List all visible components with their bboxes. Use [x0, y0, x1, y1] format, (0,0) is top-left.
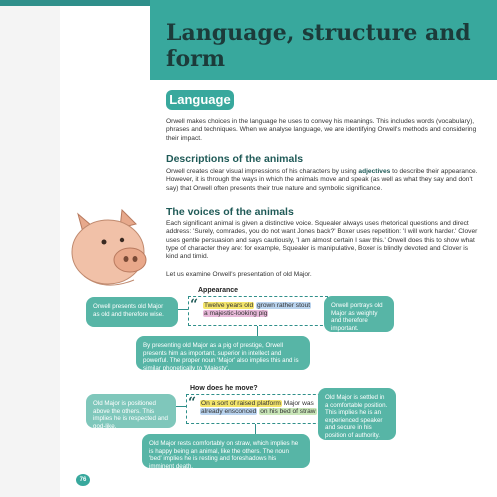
examine-line: Let us examine Orwell's presentation of old Major.: [166, 271, 312, 278]
page-gutter: [0, 0, 60, 497]
descriptions-paragraph: [166, 168, 481, 193]
movement-quote-mark: “: [188, 395, 197, 411]
page-title: Language, structure and form: [166, 20, 471, 72]
appearance-bottom-note: By presenting old Major as a pig of prestige, Orwell presents him as important, superior in intellect and powerful. The proper noun 'Major' also implies this and is similar phonetically to 'Majesty'.: [136, 336, 310, 370]
intro-paragraph: Orwell makes choices in the language he uses to convey his meanings. This includes words (vocabulary), phrases and techniques. When we analyse language, we are identifying Orwell's methods and considering their impact.: [166, 118, 477, 142]
voices-heading: The voices of the animals: [166, 206, 294, 218]
appearance-right-note: Orwell portrays old Major as weighty and therefore important.: [324, 296, 394, 332]
quote-raised-platform: On a sort of raised platform: [201, 400, 281, 407]
voices-paragraph: Each significant animal is given a distinctive voice. Squealer always uses rhetorical questions and direct address: 'Surely, comrades, you do not want Jones back?' Boxer uses repetition: 'I will work harder.' Clover uses gentle persuasion and says cautiously, 'I am almost certain I saw this.' Orwell does this to show what type of character they are: for example, Squealer is manipulative, Boxer is blindly devoted and Clover is kind and timid.: [166, 220, 478, 261]
page-number: 76: [76, 474, 90, 486]
connector: [255, 424, 256, 434]
descriptions-heading: Descriptions of the animals: [166, 153, 304, 165]
quote-bed-of-straw: on his bed of straw: [260, 408, 316, 416]
appearance-quote: [203, 302, 325, 319]
quote-already-ensconced: already ensconced: [201, 408, 257, 416]
quote-major-was: Major was: [283, 400, 314, 407]
movement-right-note: Old Major is settled in a comfortable position. This implies he is an experienced speaker and secure in his position of authority.: [318, 388, 396, 440]
appearance-left-note: Orwell presents old Major as old and therefore wise.: [86, 297, 178, 327]
appearance-label: Appearance: [198, 287, 239, 294]
section-badge: Language: [166, 90, 234, 110]
descriptions-text-after: to describe their appearance. However, it is through the ways in which the animals move and speak (as well as what they say and don't say) that Orwell often presents their true nature and symbolic significance.: [166, 168, 478, 192]
quote-majestic-pig: a majestic-looking pig: [204, 310, 268, 318]
quote-twelve-years: Twelve years old: [204, 302, 254, 309]
movement-quote: [200, 400, 324, 417]
descriptions-keyword: adjectives: [358, 168, 391, 175]
descriptions-text-before: Orwell creates clear visual impressions of his characters by using: [166, 168, 359, 175]
connector: [257, 326, 258, 336]
movement-bottom-note: Old Major rests comfortably on straw, which implies he is happy being an animal, like the others. The noun 'bed' implies he is resting and foreshadows his imminent death.: [142, 434, 310, 468]
pig-illustration: [64, 206, 160, 294]
connector: [176, 406, 186, 407]
quote-grown-stout: grown rather stout: [256, 302, 311, 309]
movement-label: How does he move?: [190, 385, 258, 392]
appearance-quote-mark: “: [190, 297, 199, 313]
movement-left-note: Old Major is positioned above the others. This implies he is respected and god-like.: [86, 394, 176, 428]
